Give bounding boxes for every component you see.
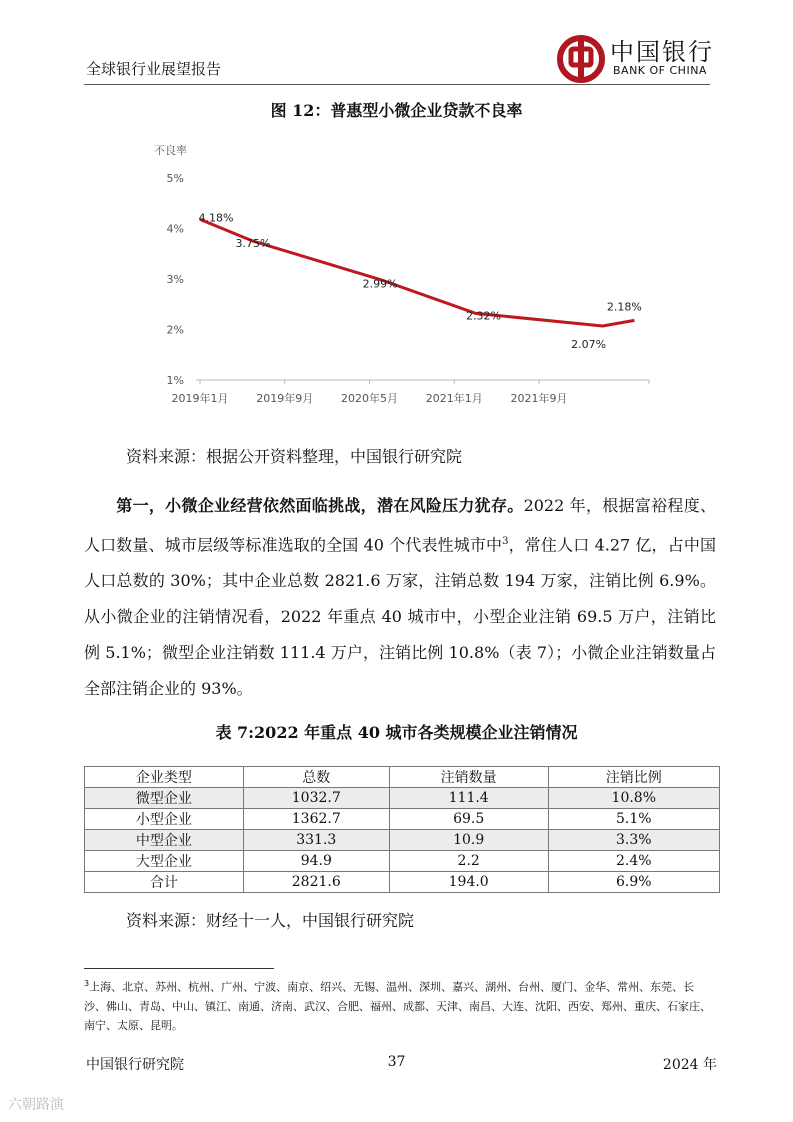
table-header-row	[85, 767, 720, 788]
line-chart	[140, 140, 680, 420]
table-source: 资料来源：财经十一人，中国银行研究院	[126, 911, 415, 930]
data-label: 2.99%	[362, 277, 398, 291]
table-cell: 6.9%	[548, 872, 719, 893]
x-tick-label: 2019年1月	[171, 392, 229, 405]
footnote-reference: 3	[502, 536, 509, 547]
table-row	[85, 809, 720, 830]
page-number: 37	[387, 1054, 406, 1070]
logo-chinese-name: 中国银行	[610, 38, 714, 66]
table-cell: 1032.7	[243, 788, 389, 809]
table-cell: 2821.6	[243, 872, 389, 893]
y-tick-label: 4%	[166, 222, 184, 236]
x-axis-ticks	[172, 380, 650, 405]
x-tick-label: 2021年9月	[510, 392, 568, 405]
table-cell: 69.5	[389, 809, 548, 830]
series-line	[200, 219, 634, 326]
data-table	[84, 766, 720, 893]
footnote-text: 上海、北京、苏州、杭州、广州、宁波、南京、绍兴、无锡、温州、深圳、嘉兴、湖州、台州、厦门、金华、常州、东莞、长沙、佛山、青岛、中山、镇江、南通、济南、武汉、合肥、福州、成都、天津、南昌、大连、沈阳、西安、郑州、重庆、石家庄、南宁、太原、昆明。	[84, 980, 711, 1032]
column-header: 企业类型	[85, 767, 244, 788]
y-tick-label: 3%	[166, 273, 184, 286]
data-label: 2.18%	[606, 300, 642, 314]
column-header: 总数	[243, 767, 389, 788]
watermark: 六朝路演	[8, 1097, 64, 1113]
x-tick-label: 2020年5月	[341, 392, 399, 405]
data-label: 2.07%	[571, 337, 607, 351]
table-cell: 小型企业	[85, 809, 244, 830]
header-title: 全球银行业展望报告	[86, 60, 222, 78]
table-cell: 2.4%	[548, 851, 719, 872]
table-cell: 微型企业	[85, 788, 244, 809]
data-label: 4.18%	[198, 211, 234, 225]
footer-year: 2024 年	[662, 1057, 717, 1073]
column-header: 注销数量	[389, 767, 548, 788]
bank-logo-icon	[556, 34, 606, 84]
paragraph-text-1: 2022 年，根据富裕程度、人口数量、城市层级等标准选取的全国 40 个代表性城市中	[84, 496, 716, 555]
header-divider	[84, 84, 710, 85]
paragraph-text-2: ，常住人口 4.27 亿，占中国人口总数的 30%；其中企业总数 2821.6 万家，注销总数 194 万家，注销比例 6.9%。从小微企业的注销情况看，2022 年重点 40 城市中，小型企业注销 69.5 万户，注销比例 5.1%；微型企业注销数 111.4 万户，注销比例 10.8%（表 7）；小微企业注销数量占全部注销企业的 93%。	[84, 535, 716, 699]
y-axis-ticks	[167, 172, 184, 387]
table-cell: 合计	[85, 872, 244, 893]
paragraph-lead: 第一，小微企业经营依然面临挑战，潜在风险压力犹存。	[116, 496, 524, 515]
table-cell: 2.2	[389, 851, 548, 872]
footnote-divider	[84, 968, 274, 969]
x-tick-label: 2019年9月	[256, 392, 314, 405]
table-cell: 大型企业	[85, 851, 244, 872]
footnote-marker: 3	[84, 979, 90, 988]
x-tick-label: 2021年1月	[425, 392, 483, 405]
table-row	[85, 788, 720, 809]
table-cell: 5.1%	[548, 809, 719, 830]
y-tick-label: 2%	[166, 323, 184, 337]
data-label: 3.75%	[235, 237, 271, 251]
y-tick-label: 5%	[166, 172, 184, 185]
footer-organization: 中国银行研究院	[86, 1057, 184, 1073]
table-row-total	[85, 872, 720, 893]
figure-title: 图 12：普惠型小微企业贷款不良率	[270, 101, 523, 120]
y-axis-title: 不良率	[154, 144, 187, 157]
footnote	[84, 974, 716, 1035]
table-cell: 3.3%	[548, 830, 719, 851]
table-cell: 331.3	[243, 830, 389, 851]
table-cell: 111.4	[389, 788, 548, 809]
data-label: 2.32%	[465, 309, 501, 323]
table-row	[85, 830, 720, 851]
table-row	[85, 851, 720, 872]
table-cell: 94.9	[243, 851, 389, 872]
table-cell: 10.8%	[548, 788, 719, 809]
table-cell: 1362.7	[243, 809, 389, 830]
data-labels	[199, 211, 642, 351]
body-paragraph	[84, 488, 716, 707]
column-header: 注销比例	[548, 767, 719, 788]
figure-source: 资料来源：根据公开资料整理，中国银行研究院	[126, 447, 463, 466]
table-cell: 10.9	[389, 830, 548, 851]
table-cell: 194.0	[389, 872, 548, 893]
logo-english-name: BANK OF CHINA	[613, 64, 707, 77]
y-tick-label: 1%	[166, 374, 184, 387]
table-cell: 中型企业	[85, 830, 244, 851]
table-title: 表 7:2022 年重点 40 城市各类规模企业注销情况	[215, 723, 578, 742]
